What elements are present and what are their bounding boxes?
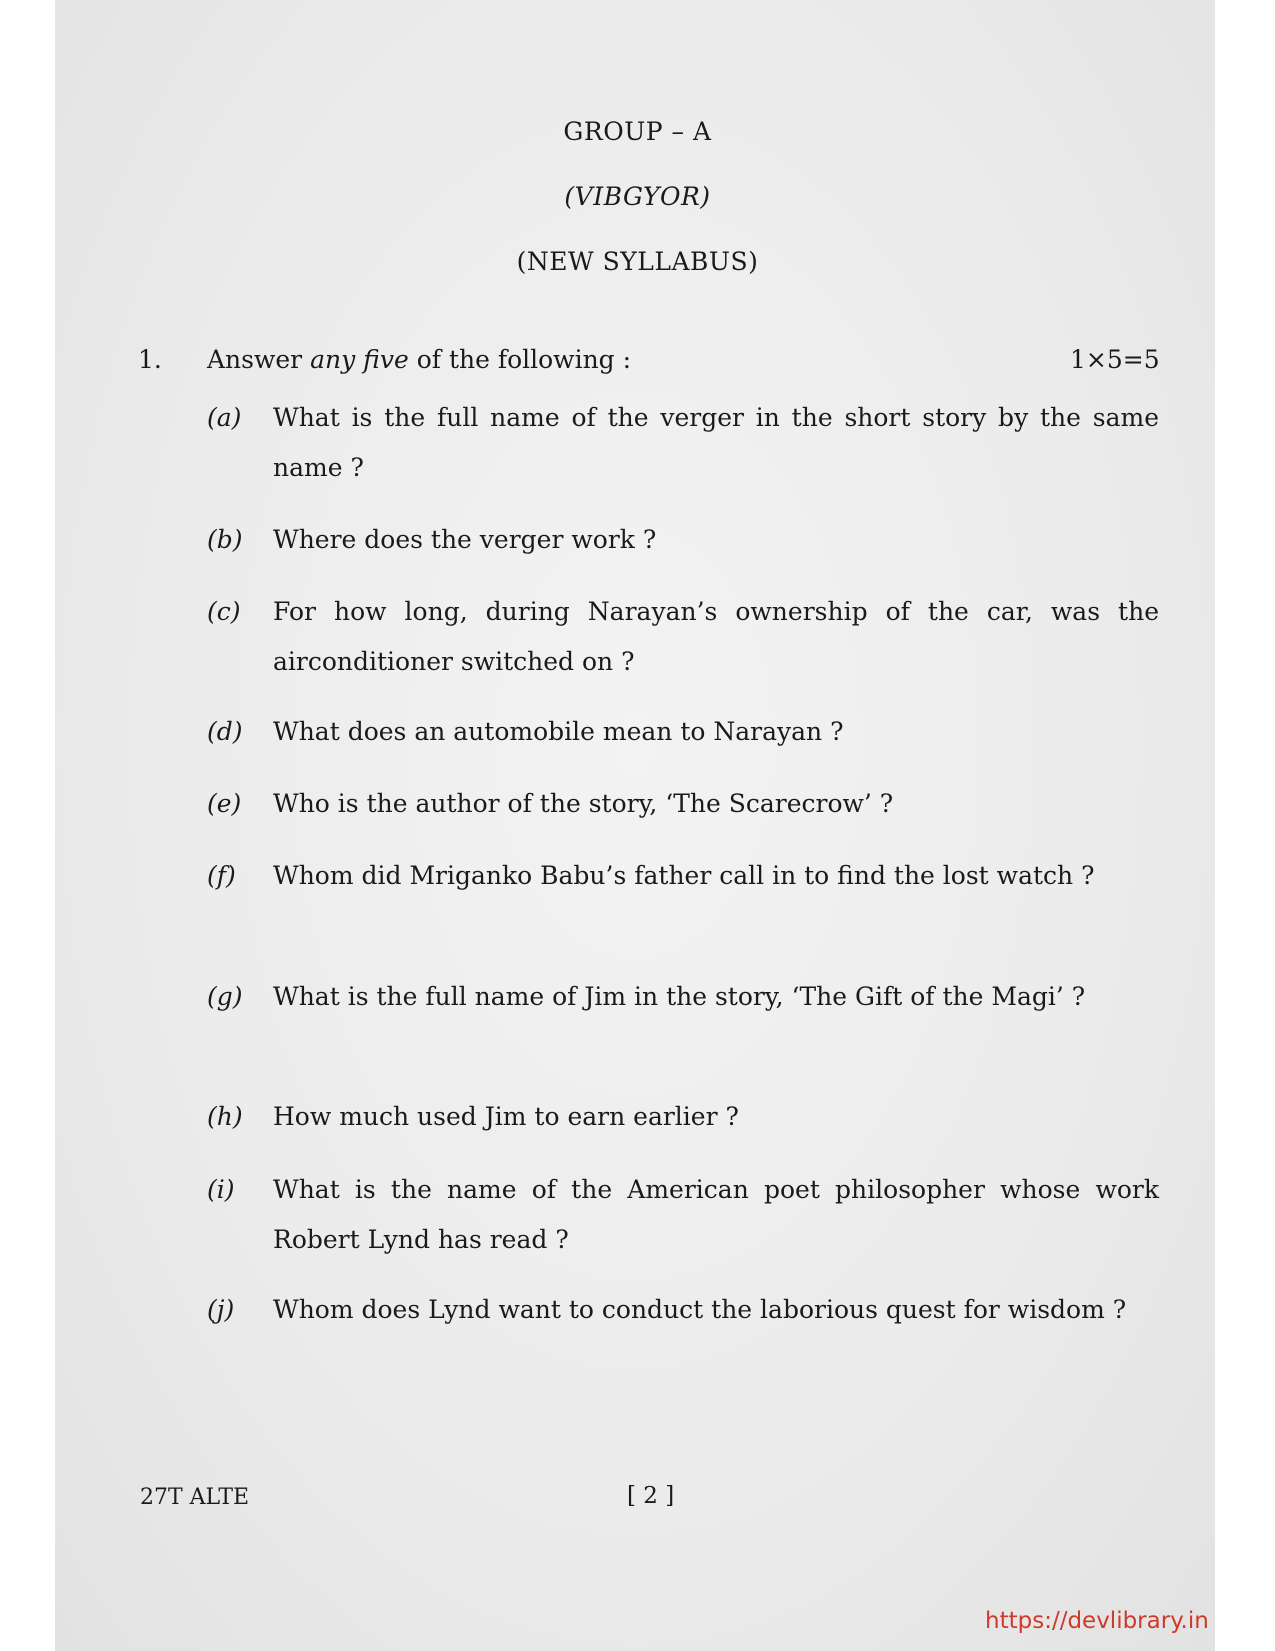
question-number: 1. xyxy=(138,345,162,374)
item-text: For how long, during Narayan’s ownership of the car, was the airconditioner switched on ? xyxy=(273,597,1159,676)
question-instruction xyxy=(207,345,631,374)
instruction-emphasis: any five xyxy=(310,345,409,374)
instruction-end: of the following : xyxy=(408,345,632,374)
item-text: What does an automobile mean to Narayan ? xyxy=(273,717,844,746)
item-text: What is the full name of Jim in the story, ‘The Gift of the Magi’ ? xyxy=(273,982,1086,1011)
item-label: (j) xyxy=(207,1295,235,1324)
instruction-start: Answer xyxy=(207,345,311,374)
item-label: (a) xyxy=(207,403,242,432)
paper-code: 27T ALTE xyxy=(140,1485,250,1510)
vibgyor-heading: (VIBGYOR) xyxy=(564,182,711,211)
item-label: (c) xyxy=(207,597,241,626)
item-label: (i) xyxy=(207,1175,235,1204)
item-text: What is the full name of the verger in the short story by the same name ? xyxy=(273,403,1159,482)
item-text: How much used Jim to earn earlier ? xyxy=(273,1102,739,1131)
item-text: Where does the verger work ? xyxy=(273,525,657,554)
item-text: Whom does Lynd want to conduct the laborious quest for wisdom ? xyxy=(273,1295,1127,1324)
question-marks: 1×5=5 xyxy=(1070,345,1160,374)
item-label: (e) xyxy=(207,789,242,818)
item-label: (d) xyxy=(207,717,243,746)
group-heading: GROUP – A xyxy=(563,117,712,146)
item-label: (b) xyxy=(207,525,243,554)
item-text: What is the name of the American poet philosopher whose work Robert Lynd has read ? xyxy=(273,1175,1159,1254)
item-label: (f) xyxy=(207,861,236,890)
item-label: (h) xyxy=(207,1102,243,1131)
item-text: Who is the author of the story, ‘The Scarecrow’ ? xyxy=(273,789,894,818)
page-number: [ 2 ] xyxy=(627,1483,675,1509)
source-watermark-link[interactable]: https://devlibrary.in xyxy=(985,1608,1209,1634)
item-text: Whom did Mriganko Babu’s father call in to find the lost watch ? xyxy=(273,861,1095,890)
syllabus-heading: (NEW SYLLABUS) xyxy=(516,247,759,276)
item-label: (g) xyxy=(207,982,243,1011)
